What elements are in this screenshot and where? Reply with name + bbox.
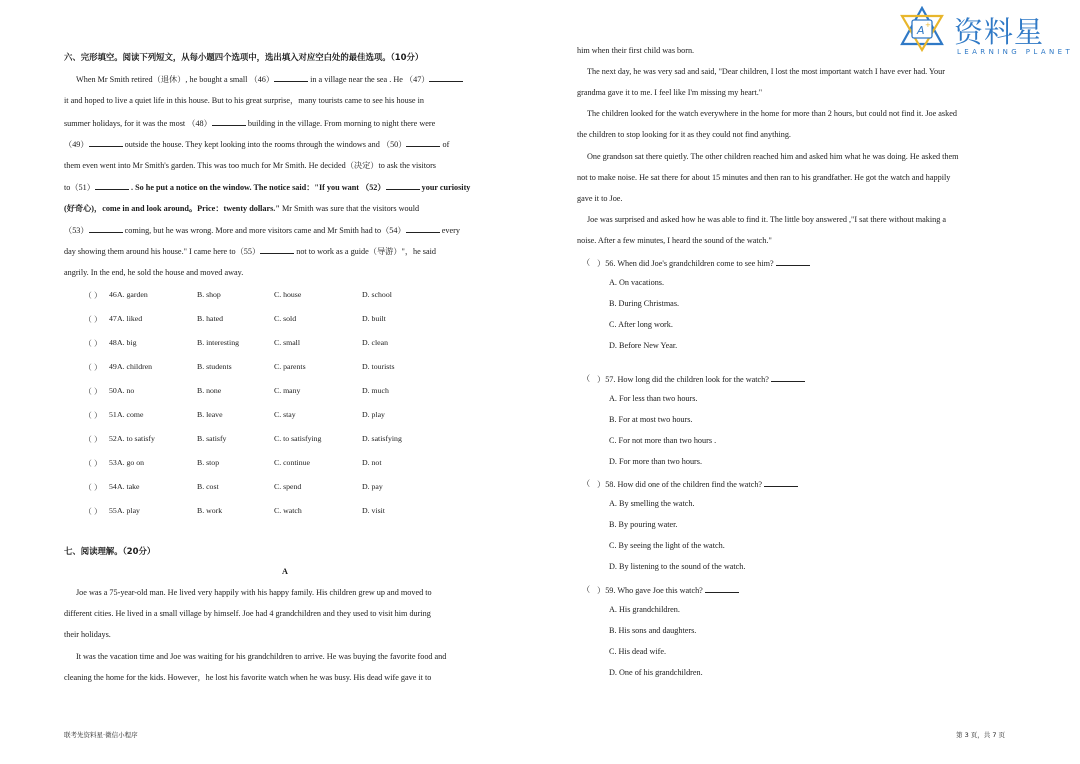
question-number: 48: [109, 338, 117, 347]
question-number: 50: [109, 386, 117, 395]
answer-paren-close: ）: [94, 411, 102, 420]
option-b: B. satisfy: [197, 434, 227, 443]
answer-paren-open[interactable]: （: [84, 291, 92, 300]
option-b: B. By pouring water.: [609, 520, 678, 529]
option-a: A. to satisfy: [117, 434, 155, 443]
reading-line: cleaning the home for the kids. However，he lost his favorite watch when he was busy. His dead wife gave it to: [64, 673, 432, 682]
reading-line: noise. After a few minutes, I heard the sound of the watch.": [577, 236, 772, 245]
option-a: A. come: [117, 410, 144, 419]
answer-paren-open[interactable]: （: [84, 411, 92, 420]
reading-line: him when their first child was born.: [577, 46, 695, 55]
answer-blank[interactable]: [764, 479, 798, 487]
answer-paren-open[interactable]: （: [582, 479, 591, 488]
option-c: C. sold: [274, 314, 297, 323]
question-number: 52: [109, 434, 117, 443]
option-c: C. many: [274, 386, 301, 395]
option-d: D. visit: [362, 506, 385, 515]
option-b: B. cost: [197, 482, 219, 491]
option-b: B. His sons and daughters.: [609, 626, 697, 635]
option-d: D. pay: [362, 482, 383, 491]
answer-paren-open[interactable]: （: [582, 258, 591, 267]
option-c: C. By seeing the light of the watch.: [609, 541, 725, 550]
question-number: 55: [109, 506, 117, 515]
option-a: A. play: [117, 506, 140, 515]
question-text: ）56. When did Joe's grandchildren come to see him?: [597, 258, 810, 269]
passage-label: A: [282, 567, 288, 576]
answer-paren-open[interactable]: （: [84, 339, 92, 348]
reading-line: The next day, he was very sad and said, "Dear children, I lost the most important watch I have ever had. Your: [587, 67, 945, 76]
answer-paren-open[interactable]: （: [84, 507, 92, 516]
option-d: D. tourists: [362, 362, 395, 371]
option-d: D. much: [362, 386, 389, 395]
cloze-line: it and hoped to live a quiet life in this house. But to his great surprise，many tourists came to see his house in: [64, 96, 424, 105]
option-c: C. His dead wife.: [609, 647, 667, 656]
reading-line: Joe was surprised and asked how he was able to find it. The little boy answered ,"I sat there without making a: [587, 215, 947, 224]
page-number: 第 3 页，共 7 页: [956, 731, 1006, 739]
answer-paren-close: ）: [94, 483, 102, 492]
logo-text: 资料星: [954, 15, 1045, 49]
option-b: B. leave: [197, 410, 223, 419]
answer-paren-open[interactable]: （: [84, 315, 92, 324]
option-a: A. go on: [117, 458, 145, 467]
question-number: 51: [109, 410, 117, 419]
answer-paren-open[interactable]: （: [84, 387, 92, 396]
question-text: ）58. How did one of the children find the watch?: [597, 479, 798, 490]
option-b: B. stop: [197, 458, 220, 467]
answer-paren-open[interactable]: （: [582, 374, 591, 383]
answer-paren-close: ）: [94, 387, 102, 396]
option-c: C. After long work.: [609, 320, 673, 329]
option-d: D. For more than two hours.: [609, 457, 703, 466]
option-b: B. interesting: [197, 338, 240, 347]
answer-paren-close: ）: [94, 291, 102, 300]
option-b: B. hated: [197, 314, 223, 323]
cloze-line: day showing them around his house." I came here to（55） not to work as a guide（导游）"，he said: [64, 247, 436, 256]
section6-heading: 六、完形填空。阅读下列短文，从每小题四个选项中，选出填入对应空白处的最佳选项。（10分）: [64, 52, 424, 62]
reading-line: grandma gave it to me. I feel like I'm missing my heart.": [577, 88, 763, 97]
cloze-line: （49） outside the house. They kept looking into the rooms through the windows and （50） of: [64, 140, 450, 149]
option-b: B. shop: [197, 290, 221, 299]
option-c: C. parents: [274, 362, 306, 371]
reading-line: The children looked for the watch everywhere in the home for more than 2 hours, but could not find it. Joe asked: [587, 109, 957, 118]
footer-left: 联考先资料星·微信小程序: [64, 731, 138, 739]
option-d: D. school: [362, 290, 392, 299]
reading-line: One grandson sat there quietly. The other children reached him and asked him what he was doing. He asked them: [587, 152, 959, 161]
answer-paren-open[interactable]: （: [84, 435, 92, 444]
option-a: A. big: [117, 338, 137, 347]
option-d: D. clean: [362, 338, 388, 347]
reading-line: gave it to Joe.: [577, 194, 623, 203]
option-a: A. take: [117, 482, 140, 491]
section7-heading: 七、阅读理解。（20分）: [64, 546, 156, 556]
question-text: ）59. Who gave Joe this watch?: [597, 585, 739, 596]
option-c: C. to satisfying: [274, 434, 322, 443]
answer-blank[interactable]: [771, 374, 805, 382]
question-number: 54: [109, 482, 117, 491]
answer-paren-close: ）: [94, 315, 102, 324]
option-a: A. garden: [117, 290, 148, 299]
answer-paren-close: ）: [94, 339, 102, 348]
reading-line: not to make noise. He sat there for about 15 minutes and then ran to his grandfather. He got the watch and happily: [577, 173, 951, 182]
option-b: B. During Christmas.: [609, 299, 680, 308]
option-a: A. For less than two hours.: [609, 394, 698, 403]
reading-line: different cities. He lived in a small village by himself. Joe had 4 grandchildren and they used to visit him during: [64, 609, 431, 618]
answer-paren-close: ）: [94, 459, 102, 468]
option-b: B. students: [197, 362, 232, 371]
answer-paren-open[interactable]: （: [84, 459, 92, 468]
option-a: A. By smelling the watch.: [609, 499, 695, 508]
option-d: D. not: [362, 458, 382, 467]
answer-blank[interactable]: [776, 258, 810, 266]
cloze-line: When Mr Smith retired（退休）, he bought a small （46） in a village near the sea . He （47）: [76, 74, 463, 85]
option-a: A. On vacations.: [609, 278, 665, 287]
question-text: ）57. How long did the children look for the watch?: [597, 374, 805, 385]
option-c: C. stay: [274, 410, 296, 419]
cloze-line: summer holidays, for it was the most （48） building in the village. From morning to night there were: [64, 119, 436, 128]
cloze-line: (好奇心)，come in and look around。Price：twenty dollars." Mr Smith was sure that the visitors would: [64, 204, 420, 213]
option-d: D. One of his grandchildren.: [609, 668, 703, 677]
answer-paren-close: ）: [94, 435, 102, 444]
answer-paren-open[interactable]: （: [582, 585, 591, 594]
cloze-line: angrily. In the end, he sold the house and moved away.: [64, 268, 244, 277]
option-c: C. For not more than two hours .: [609, 436, 717, 445]
option-c: C. small: [274, 338, 300, 347]
option-d: D. play: [362, 410, 385, 419]
option-a: A. liked: [117, 314, 143, 323]
answer-blank[interactable]: [705, 585, 739, 593]
answer-paren-open[interactable]: （: [84, 483, 92, 492]
option-b: B. work: [197, 506, 223, 515]
option-a: A. children: [117, 362, 153, 371]
option-d: D. By listening to the sound of the watch.: [609, 562, 746, 571]
question-number: 46: [109, 290, 117, 299]
cloze-line: （53） coming, but he was wrong. More and more visitors came and Mr Smith had to（54） every: [64, 226, 460, 235]
question-number: 47: [109, 314, 117, 323]
option-a: A. His grandchildren.: [609, 605, 680, 614]
reading-line: Joe was a 75-year-old man. He lived very happily with his happy family. His children grew up and moved to: [76, 588, 432, 597]
logo-subtitle: LEARNING PLANET: [957, 48, 1074, 56]
option-c: C. spend: [274, 482, 302, 491]
answer-paren-open[interactable]: （: [84, 363, 92, 372]
reading-line: It was the vacation time and Joe was waiting for his grandchildren to arrive. He was buying the favorite food and: [76, 652, 447, 661]
reading-line: their holidays.: [64, 630, 111, 639]
option-c: C. continue: [274, 458, 310, 467]
question-number: 49: [109, 362, 117, 371]
cloze-line: them even went into Mr Smith's garden. This was too much for Mr Smith. He decided（决定）to ask the visitors: [64, 161, 436, 170]
option-c: C. watch: [274, 506, 302, 515]
option-d: D. satisfying: [362, 434, 402, 443]
reading-line: the children to stop looking for it as they could not find anything.: [577, 130, 791, 139]
option-d: D. built: [362, 314, 386, 323]
option-d: D. Before New Year.: [609, 341, 678, 350]
question-number: 53: [109, 458, 117, 467]
answer-paren-close: ）: [94, 507, 102, 516]
cloze-line: to（51） . So he put a notice on the window. The notice said："If you want （52） your curiosity: [64, 183, 471, 192]
option-b: B. none: [197, 386, 222, 395]
answer-paren-close: ）: [94, 363, 102, 372]
option-c: C. house: [274, 290, 302, 299]
option-b: B. For at most two hours.: [609, 415, 693, 424]
svg-text:A: A: [917, 24, 925, 37]
svg-text:+: +: [925, 21, 931, 29]
option-a: A. no: [117, 386, 135, 395]
